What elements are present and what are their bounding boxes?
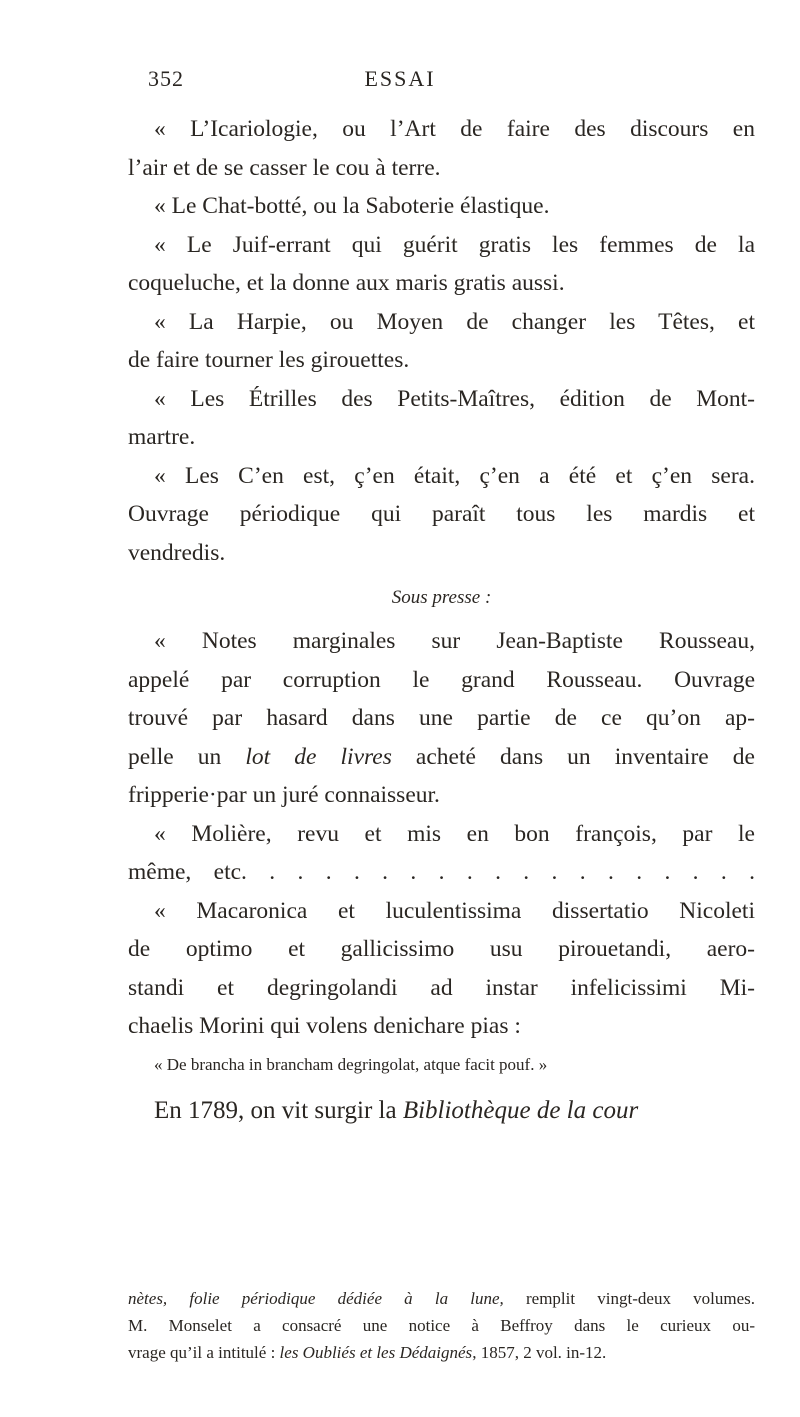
text-line: « Molière, revu et mis en bon françois, par le bbox=[154, 820, 755, 847]
footnote-line bbox=[128, 1285, 755, 1312]
text-segment: acheté dans un inventaire de bbox=[391, 743, 755, 770]
text-line: « Macaronica et luculentissima dissertatio Nicoleti bbox=[154, 897, 755, 924]
final-line bbox=[128, 1086, 755, 1136]
text-line: « Le Juif-errant qui guérit gratis les femmes de la bbox=[154, 231, 755, 258]
italic-title: Bibliothèque de la cour bbox=[402, 1096, 639, 1124]
text-segment: remplit vingt-deux volumes. bbox=[503, 1289, 756, 1308]
text-line: de faire tourner les girouettes. bbox=[128, 347, 410, 373]
text-line: de optimo et gallicissimo usu pirouetandi, aero- bbox=[128, 936, 755, 962]
text-line: « Notes marginales sur Jean-Baptiste Rousseau, bbox=[154, 628, 755, 654]
text-line: chaelis Morini qui volens denichare pias : bbox=[128, 1013, 521, 1039]
subheading: Sous presse : bbox=[391, 587, 492, 608]
page-header bbox=[0, 66, 800, 96]
text-line: l’air et de se casser le cou à terre. bbox=[128, 154, 441, 181]
text-segment: vrage qu’il a intitulé : bbox=[128, 1343, 280, 1362]
page-number: 352 bbox=[148, 66, 184, 91]
footnote-line: M. Monselet a consacré une notice à Beffroy dans le curieux ou- bbox=[128, 1316, 755, 1335]
text-line: vendredis. bbox=[128, 539, 226, 566]
quote-line: « De brancha in brancham degringolat, atque facit pouf. » bbox=[154, 1054, 548, 1074]
text-line: martre. bbox=[128, 424, 196, 450]
text-line: « Les C’en est, ç’en était, ç’en a été et ç’en sera. bbox=[154, 462, 755, 489]
text-line: « Les Étrilles des Petits-Maîtres, édition de Mont- bbox=[154, 385, 755, 412]
text-segment: , 1857, 2 vol. in-12. bbox=[472, 1343, 607, 1362]
italic-title: lot de livres bbox=[245, 743, 392, 770]
text-line: appelé par corruption le grand Rousseau. Ouvrage bbox=[128, 666, 755, 693]
text-line-livres bbox=[128, 738, 755, 777]
footnote-line bbox=[128, 1339, 755, 1366]
text-line: même, etc. . . . . . . . . . . . . . . . . . . bbox=[128, 859, 755, 885]
text-line: « La Harpie, ou Moyen de changer les Têtes, et bbox=[154, 308, 755, 335]
text-line: « L’Icariologie, ou l’Art de faire des discours en bbox=[154, 116, 755, 142]
text-line: coqueluche, et la donne aux maris gratis aussi. bbox=[128, 270, 565, 296]
text-segment: pelle un bbox=[128, 743, 246, 770]
italic-title: les Oubliés et les Dédaignés bbox=[279, 1343, 473, 1362]
text-segment: En 1789, on vit surgir la bbox=[154, 1096, 403, 1124]
italic-title: nètes, folie périodique dédiée à la lune, bbox=[128, 1289, 504, 1308]
text-line: « Le Chat-botté, ou la Saboterie élastique. bbox=[154, 193, 550, 219]
running-title: ESSAI bbox=[364, 66, 436, 91]
text-line: Ouvrage périodique qui paraît tous les mardis et bbox=[128, 501, 755, 527]
text-line: trouvé par hasard dans une partie de ce qu’on ap- bbox=[128, 705, 755, 731]
body-text bbox=[128, 110, 755, 1136]
footnote bbox=[128, 1285, 755, 1366]
text-line: standi et degringolandi ad instar infelicissimi Mi- bbox=[128, 974, 755, 1001]
text-line: fripperie·par un juré connaisseur. bbox=[128, 782, 440, 808]
